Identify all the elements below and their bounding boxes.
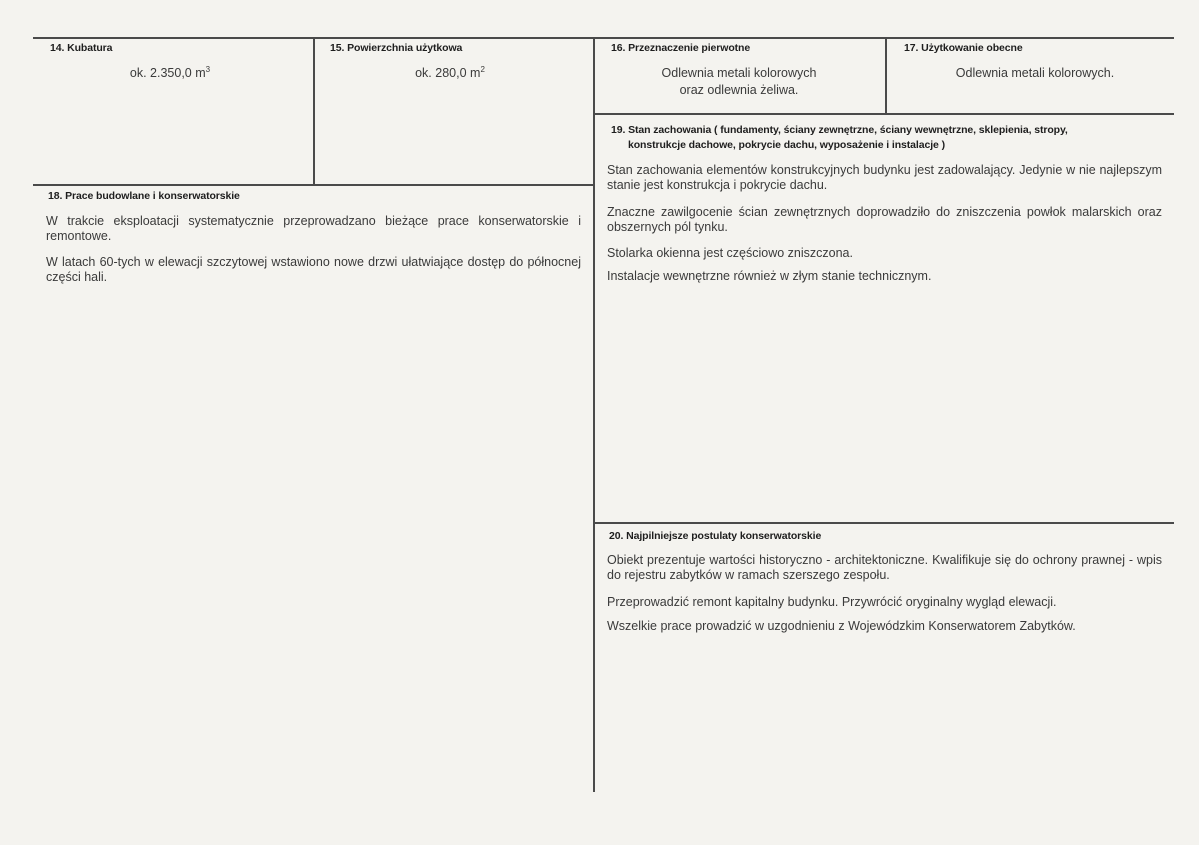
prace-paragraph-2: W latach 60-tych w elewacji szczytowej wstawiono nowe drzwi ułatwiające dostęp do północnej części hali. (46, 255, 581, 284)
stan-paragraph-2: Znaczne zawilgocenie ścian zewnętrznych doprowadziło do zniszczenia powłok malarskich oraz obszernych pól tynku. (607, 205, 1162, 234)
kubatura-number: ok. 2.350,0 m (129, 66, 206, 81)
border-above-20 (593, 522, 1174, 524)
stan-label-line1: 19. Stan zachowania ( fundamenty, ściany zewnętrzne, ściany wewnętrzne, sklepienia, stropy, (611, 124, 1068, 136)
kubatura-unit-sup: 3 (205, 65, 211, 74)
powierzchnia-value (370, 65, 530, 80)
stan-label-line2: konstrukcje dachowe, pokrycie dachu, wyposażenie i instalacje ) (628, 139, 945, 151)
powierzchnia-number: ok. 280,0 m (415, 66, 481, 81)
stan-paragraph-3: Stolarka okienna jest częściowo zniszczona. (607, 246, 853, 260)
kubatura-value (90, 65, 250, 80)
przeznaczenie-label: 16. Przeznaczenie pierwotne (611, 42, 751, 54)
stan-paragraph-1: Stan zachowania elementów konstrukcyjnych budynku jest zadowalający. Jedynie w nie najlepszym stanie jest konstrukcja i pokrycie dachu. (607, 163, 1162, 192)
postulaty-label: 20. Najpilniejsze postulaty konserwatorskie (609, 530, 822, 542)
przeznaczenie-line1: Odlewnia metali kolorowych (661, 66, 817, 80)
uzytkowanie-label: 17. Użytkowanie obecne (904, 42, 1023, 54)
divider-14-15 (313, 37, 315, 185)
postulaty-paragraph-3: Wszelkie prace prowadzić w uzgodnieniu z Wojewódzkim Konserwatorem Zabytków. (607, 619, 1076, 633)
prace-paragraph-1: W trakcie eksploatacji systematycznie przeprowadzano bieżące prace konserwatorskie i remontowe. (46, 214, 581, 243)
uzytkowanie-value: Odlewnia metali kolorowych. (955, 66, 1115, 80)
divider-center (593, 37, 595, 792)
powierzchnia-unit-sup: 2 (480, 65, 485, 74)
powierzchnia-label: 15. Powierzchnia użytkowa (330, 42, 463, 54)
przeznaczenie-line2: oraz odlewnia żeliwa. (679, 83, 799, 97)
postulaty-paragraph-2: Przeprowadzić remont kapitalny budynku. Przywrócić oryginalny wygląd elewacji. (607, 595, 1057, 609)
border-above-19 (593, 113, 1174, 115)
top-border (33, 37, 1174, 39)
prace-label: 18. Prace budowlane i konserwatorskie (48, 190, 240, 202)
kubatura-label: 14. Kubatura (50, 42, 113, 54)
stan-paragraph-4: Instalacje wewnętrzne również w złym stanie technicznym. (607, 269, 932, 283)
border-above-18 (33, 184, 595, 186)
postulaty-paragraph-1: Obiekt prezentuje wartości historyczno - architektoniczne. Kwalifikuje się do ochrony prawnej - wpis do rejestru zabytków w ramach szerszego zespołu. (607, 553, 1162, 582)
divider-16-17 (885, 37, 887, 114)
